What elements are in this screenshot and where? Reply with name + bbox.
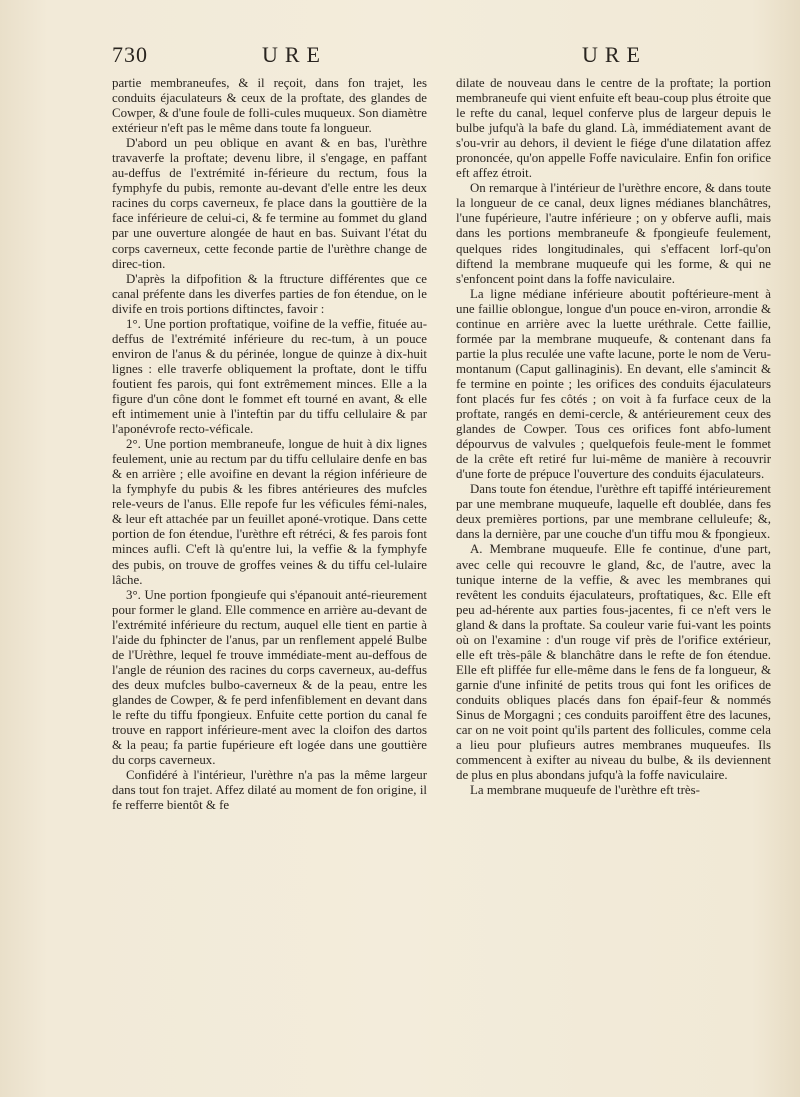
paragraph: partie membraneufes, & il reçoit, dans fon trajet, les conduits éjaculateurs & ceux de la proftate, des glandes de Cowper, & d'une foule de folli-cules muqueux. Son diamètre extérieur n'eft pas le même dans toute fa longueur. [112,76,427,136]
page-header [112,42,772,72]
running-head-right: URE [582,42,647,67]
paragraph: La membrane muqueufe de l'urèthre eft très- [470,783,700,798]
paragraph: 3°. Une portion fpongieufe qui s'épanouit anté-rieurement pour former le gland. Elle commence en arrière au-devant de l'extrémité inférieure du rectum, auquel elle tient en partie à l'aide du fphincter de l'anus, par un renflement appelé Bulbe de l'Urèthre, lequel fe trouve immédiate-ment au-deffous de l'angle de réunion des racines du corps caverneux, au-deffus des deux mufcles bulbo-caverneux & de la peau, entre les glandes de Cowper, & fe perd infenfiblement en devant dans le refte du tiffu fpongieux. Enfuite cette portion du canal fe trouve en rapport inférieure-ment avec la cloifon des dartos & la peau; fa partie fupérieure eft logée dans une gouttière du corps caverneux. [112,587,427,768]
paragraph: D'abord un peu oblique en avant & en bas, l'urèthre travaverfe la proftate; devenu libre, il s'engage, en paffant au-deffus de l'extrémité in-férieure du rectum, fous la fymphyfe du pubis, remonte au-devant d'elle entre les deux racines du corps caverneux, fe place dans la gouttière de la face inférieure de celui-ci, & fe termine au fommet du gland par une ouverture alongée de haut en bas. Suivant l'état du corps caverneux, cette feconde partie de l'urèthre change de direc-tion. [112,136,427,271]
paragraph: 2°. Une portion membraneufe, longue de huit à dix lignes feulement, unie au rectum par du tiffu cellulaire denfe en bas & en arrière ; elle avoifine en devant la région inférieure de la fymphyfe du pubis & les fibres antérieures des mufcles rele-veurs de l'anus. Elle repofe fur les véficules fémi-nales, & leur eft attachée par un feuillet aponé-vrotique. Dans cette portion de fon étendue, l'urèthre eft rétréci, & fes parois font minces aufli. C'eft là qu'entre lui, la veffie & la fymphyfe des pubis, on trouve de groffes veines & du tiffu cel-lulaire lâche. [112,437,427,587]
paragraph: A. Membrane muqueufe. Elle fe continue, d'une part, avec celle qui recouvre le gland, &c, de l'autre, avec la tunique interne de la veffie, & avec les membranes qui revêtent les conduits éjaculateurs, proftatiques, &c. Elle eft peu ad-hérente aux parties fous-jacentes, fi ce n'eft vers le gland & dans la proftate. Sa couleur varie fui-vant les points où on l'examine : d'un rouge vif près de l'orifice extérieur, elle eft très-pâle & blanchâtre dans le refte de fon étendue. Elle eft pliffée fur elle-même dans le fens de fa longueur, & garnie d'une infinité de petits trous qui font les orifices de conduits obliques placés dans fon épaif-feur & nommés Sinus de Morgagni ; ces conduits paroiffent être des lacunes, car on ne voit point qu'ils partent des follicules, comme cela a lieu pour plufieurs autres membranes muqueufes. Ils commencent à exifter au niveau du bulbe, & ils deviennent de plus en plus abondans jufqu'à la foffe naviculaire. [456,542,771,783]
paragraph: La ligne médiane inférieure aboutit poftérieure-ment à une faillie oblongue, longue d'un pouce en-viron, arrondie & continue en arrière avec la luette uréthrale. Cette faillie, formée par la membrane muqueufe, & contenant dans fa partie la plus reculée une vafte lacune, porte le nom de Veru-montanum (Caput gallinaginis). En devant, elle s'amincit & fe termine en pointe ; les orifices des conduits éjaculateurs font placés fur fes côtés ; on voit à fa furface ceux de la proftate, rangés en demi-cercle, & antérieurement ceux des glandes de Cowper. Tous ces orifices font abfo-lument dépourvus de valvules ; quelquefois feule-ment le fommet de la crête eft retiré fur lui-même de manière à recouvrir d'une forte de prépuce l'ouverture des conduits éjaculateurs. [456,286,771,482]
right-column [456,76,771,798]
paragraph: dilate de nouveau dans le centre de la proftate; la portion membraneufe qui vient enfuite eft beau-coup plus étroite que le refte du canal, lequel conferve plus de largeur depuis le bulbe jufqu'à la bafe du gland. Là, immédiatement avant de s'ou-vrir au dehors, il devient le fiége d'une dilatation affez prononcée, qu'on appelle Foffe naviculaire. Enfin fon orifice eft affez étroit. [456,76,771,181]
paragraph: Confidéré à l'intérieur, l'urèthre n'a pas la même largeur dans tout fon trajet. Affez dilaté au moment de fon origine, il fe refferre bientôt & fe [112,768,427,813]
running-head-left: URE [262,42,327,67]
paragraph: On remarque à l'intérieur de l'urèthre encore, & dans toute la longueur de ce canal, deux lignes médianes blanchâtres, l'une fupérieure, l'autre inférieure ; on y obferve aufli, mais dans les portions membraneufe & fpongieufe feulement, quelques rides longitudinales, qui s'effacent lorf-qu'on diftend la membrane muqueufe qui les forme, & qui ne s'enfoncent point dans la foffe naviculaire. [456,181,771,286]
page-number: 730 [112,42,148,67]
left-column [112,76,427,813]
paragraph: 1°. Une portion proftatique, voifine de la veffie, fituée au-deffus de l'extrémité inférieure du rec-tum, à un pouce environ de l'anus & du périnée, longue de quinze à dix-huit lignes : elle traverfe obliquement la proftate, dont le tiffu foutient fes parois, qui font extrêmement minces. Elle a la figure d'un cône dont le fommet eft tourné en avant, & elle eft intimement unie à l'inteftin par du tiffu cellulaire & par l'aponévrofe recto-véficale. [112,316,427,437]
paragraph: Dans toute fon étendue, l'urèthre eft tapiffé intérieurement par une membrane muqueufe, laquelle eft doublée, dans fes deux premières portions, par une membrane celluleufe; &, dans la dernière, par une couche d'un tiffu mou & fpongieux. [456,482,771,542]
paragraph: D'après la difpofition & la ftructure différentes que ce canal préfente dans les diverfes parties de fon étendue, on le divife en trois portions diftinctes, favoir : [112,271,427,316]
